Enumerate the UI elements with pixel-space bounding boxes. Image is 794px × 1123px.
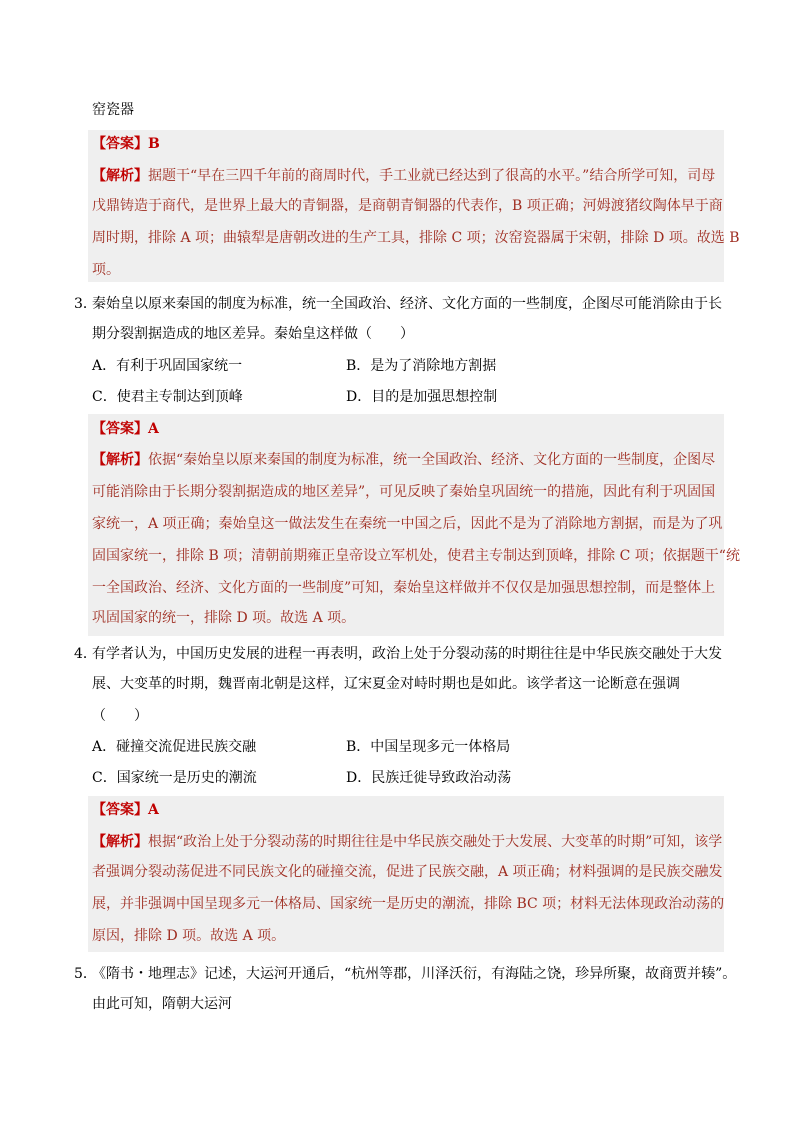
q4-analysis-line-3: 展，并非强调中国呈现多元一体格局、国家统一是历史的潮流，排除 BC 项；材料无法体现政治动荡的: [92, 896, 725, 912]
q5-number: 5．: [74, 966, 97, 982]
q4-answer-value: A: [148, 802, 159, 818]
q3-analysis-line-2: 可能消除由于长期分裂割据造成的地区差异”，可见反映了秦始皇巩固统一的措施，因此有利于巩固国: [92, 484, 716, 500]
q3-analysis-line-3: 家统一，A 项正确；秦始皇这一做法发生在秦统一中国之后，因此不是为了消除地方割据，而是为了巩: [92, 516, 723, 532]
q4-analysis-line-4: 原因，排除 D 项。故选 A 项。: [92, 928, 286, 944]
q4-analysis-line-2: 者强调分裂动荡促进不同民族文化的碰撞交流，促进了民族交融，A 项正确；材料强调的是民族交融发: [92, 864, 723, 880]
q3-analysis-label: 【解析】: [92, 452, 148, 468]
q2-analysis-label: 【解析】: [92, 168, 148, 184]
q4-option-d: D．民族迁徙导致政治动荡: [346, 770, 512, 786]
q4-answer-label: 【答案】: [92, 802, 148, 818]
q3-option-b: B．是为了消除地方割据: [346, 358, 497, 374]
q3-answer-value: A: [148, 421, 159, 437]
q4-option-b: B．中国呈现多元一体格局: [346, 739, 511, 755]
q5-stem-line-1: 《隋书・地理志》记述，大运河开通后，“杭州等郡，川泽沃衍，有海陆之饶，珍异所聚，故商贾并辏”。: [92, 966, 737, 982]
q4-number: 4．: [74, 646, 97, 662]
q4-analysis-label: 【解析】: [92, 834, 148, 850]
q5-stem-line-2: 由此可知，隋朝大运河: [92, 996, 232, 1012]
q3-answer: [92, 419, 159, 439]
q2-answer-value: B: [148, 136, 160, 152]
q2-analysis-line-2: 戊鼎铸造于商代，是世界上最大的青铜器，是商朝青铜器的代表作，B 项正确；河姆渡猪纹陶体早于商: [92, 198, 723, 214]
q3-analysis-line-5: 一全国政治、经济、文化方面的一些制度”可知，秦始皇这样做并不仅仅是加强思想控制，而是整体上: [92, 580, 716, 596]
q3-analysis-line-6: 巩固国家的统一，排除 D 项。故选 A 项。: [92, 610, 356, 626]
q3-analysis-line-4: 固国家统一，排除 B 项；清朝前期雍正皇帝设立军机处，使君主专制达到顶峰，排除 C 项；依据题干“统: [92, 548, 740, 564]
top-fragment: 窑瓷器: [92, 102, 134, 118]
q2-analysis-line-1: 【解析】据题干“早在三四千年前的商周时代，手工业就已经达到了很高的水平。”结合所学可知，司母: [92, 168, 716, 184]
q3-stem-line-2: 期分裂割据造成的地区差异。秦始皇这样做（ ）: [92, 326, 414, 342]
q3-answer-label: 【答案】: [92, 421, 148, 437]
q4-stem-line-2: 展、大变革的时期，魏晋南北朝是这样，辽宋夏金对峙时期也是如此。该学者这一论断意在强调: [92, 676, 680, 692]
q2-analysis-line-4: 项。: [92, 262, 120, 278]
q3-analysis-line-1: 【解析】依据“秦始皇以原来秦国的制度为标准，统一全国政治、经济、文化方面的一些制度，企图尽: [92, 452, 716, 468]
q3-option-a: A．有利于巩固国家统一: [92, 358, 243, 374]
q4-analysis-line-1: 【解析】根据“政治上处于分裂动荡的时期往往是中华民族交融处于大发展、大变革的时期”可知，该学: [92, 834, 723, 850]
q3-number: 3．: [74, 296, 97, 312]
q4-option-c: C．国家统一是历史的潮流: [92, 770, 257, 786]
q4-option-a: A．碰撞交流促进民族交融: [92, 739, 257, 755]
q2-answer-label: 【答案】: [92, 136, 148, 152]
q3-stem-line-1: 秦始皇以原来秦国的制度为标准，统一全国政治、经济、文化方面的一些制度，企图尽可能消除由于长: [92, 296, 722, 312]
q2-analysis-line-3: 周时期，排除 A 项；曲辕犁是唐朝改进的生产工具，排除 C 项；汝窑瓷器属于宋朝，排除 D 项。故选 B: [92, 230, 740, 246]
q4-stem-line-1: 有学者认为，中国历史发展的进程一再表明，政治上处于分裂动荡的时期往往是中华民族交融处于大发: [92, 646, 722, 662]
q4-stem-line-3: （ ）: [92, 708, 148, 724]
q4-answer: [92, 800, 159, 820]
q3-option-c: C．使君主专制达到顶峰: [92, 389, 243, 405]
q2-answer: [92, 134, 160, 154]
q3-option-d: D．目的是加强思想控制: [346, 389, 498, 405]
